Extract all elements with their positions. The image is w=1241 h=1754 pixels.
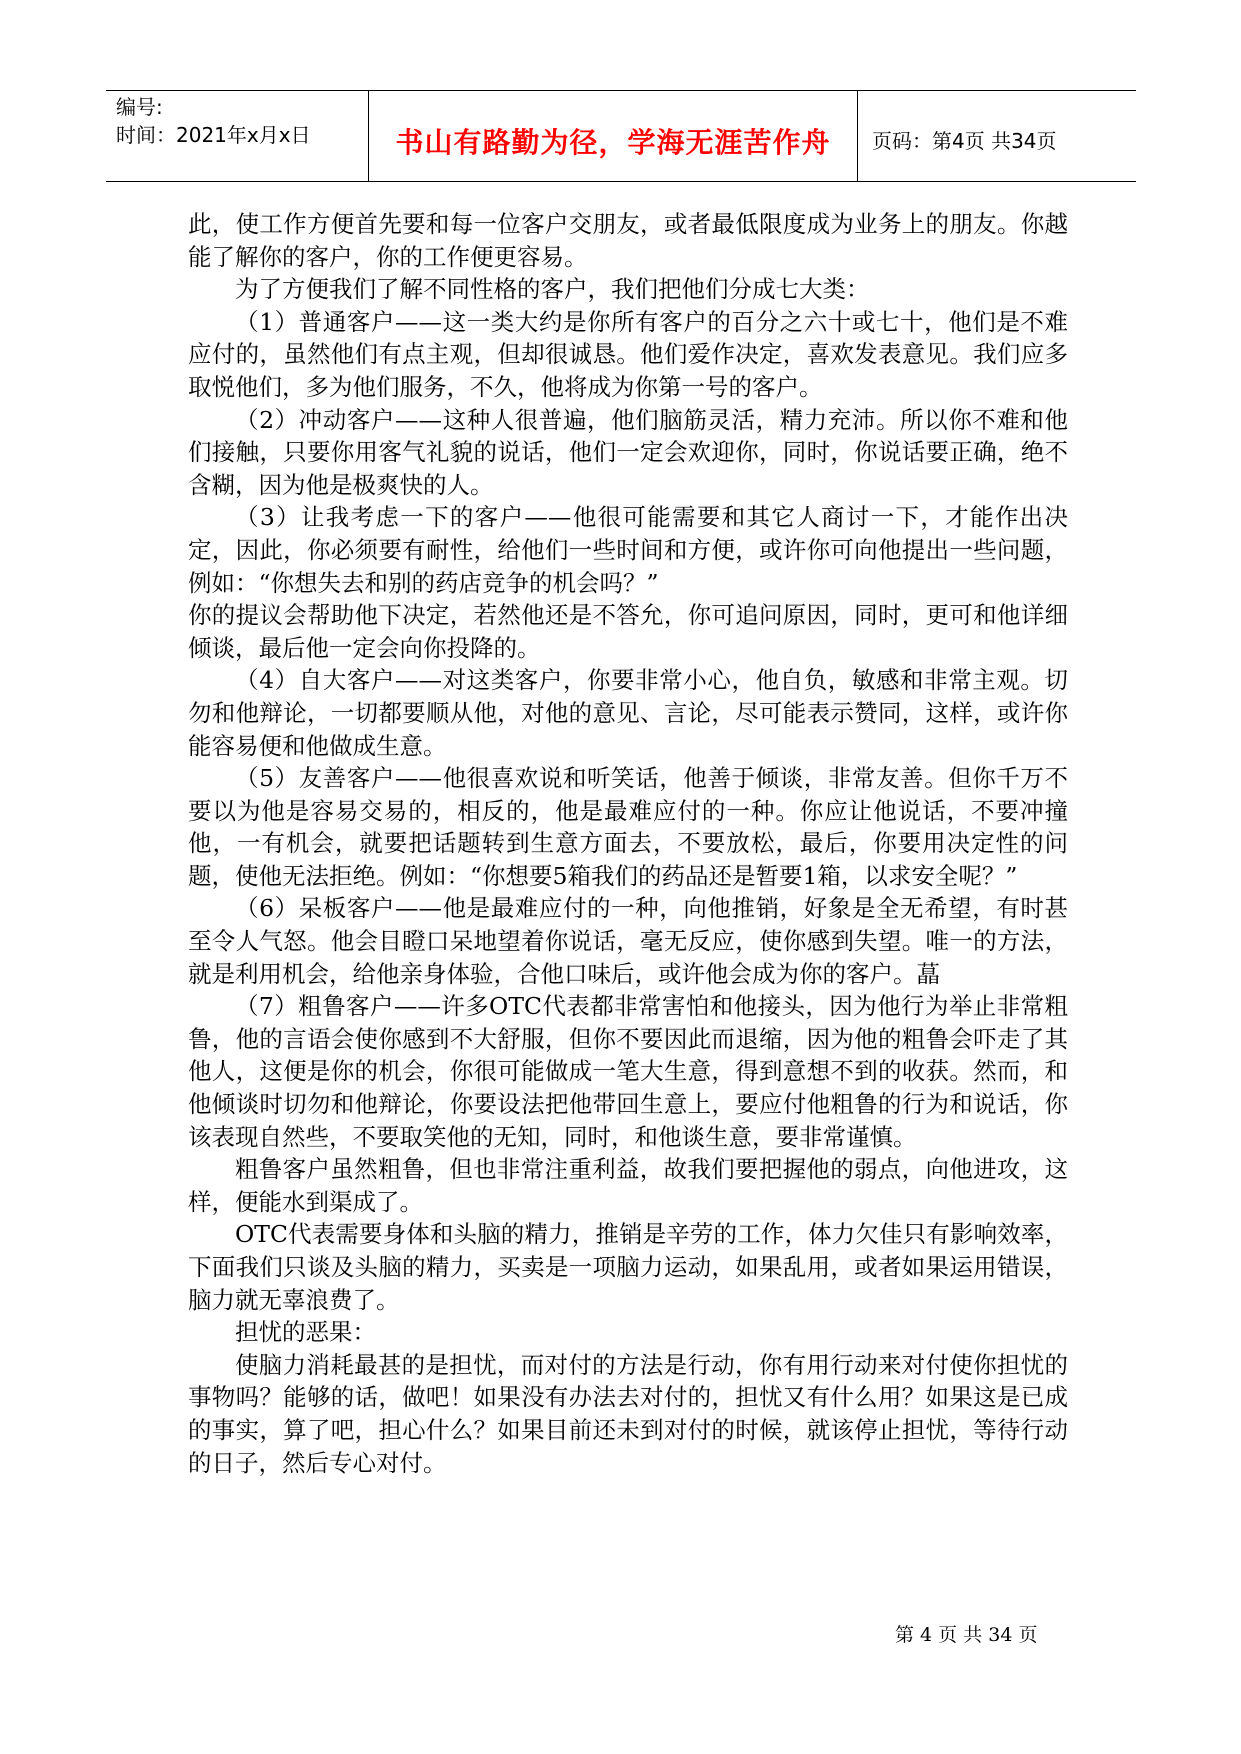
document-number-label: 编号: [116, 95, 163, 119]
document-body [188, 208, 1068, 1479]
paragraph-type-1: （1）普通客户——这一类大约是你所有客户的百分之六十或七十，他们是不难应付的，虽然他们有点主观，但却很诚恳。他们爱作决定，喜欢发表意见。我们应多取悦他们，多为他们服务，不久，他将成为你第一号的客户。 [188, 307, 1068, 401]
paragraph-type-6: （6）呆板客户——他是最难应付的一种，向他推销，好象是全无希望，有时甚至令人气怒。他会目瞪口呆地望着你说话，毫无反应，使你感到失望。唯一的方法，就是利用机会，给他亲身体验，合他口味后，或许他会成为你的客户。蕌 [188, 894, 1068, 988]
paragraph-type-5: （5）友善客户——他很喜欢说和听笑话，他善于倾谈，非常友善。但你千万不要以为他是容易交易的，相反的，他是最难应付的一种。你应让他说话，不要冲撞他，一有机会，就要把话题转到生意方面去，不要放松，最后，你要用决定性的问题，使他无法拒绝。例如：“你想要5箱我们的药品还是暂要1箱，以求安全呢？” [188, 764, 1068, 890]
header-motto-cell [368, 91, 858, 181]
paragraph-type-7: （7）粗鲁客户——许多OTC代表都非常害怕和他接头，因为他行为举止非常粗鲁，他的言语会使你感到不大舒服，但你不要因此而退缩，因为他的粗鲁会吓走了其他人，这便是你的机会，你很可能做成一笔大生意，得到意想不到的收获。然而，和他倾谈时切勿和他辩论，你要设法把他带回生意上，要应付他粗鲁的行为和说话，你该表现自然些，不要取笑他的无知，同时，和他谈生意，要非常谨慎。 [188, 992, 1068, 1151]
paragraph-heading-worry: 担忧的恶果： [235, 1318, 376, 1347]
header-page-number: 页码：第4页 共34页 [872, 129, 1057, 153]
page-footer: 第 4 页 共 34 页 [895, 1624, 1038, 1646]
paragraph-type-4: （4）自大客户——对这类客户，你要非常小心，他自负，敏感和非常主观。切勿和他辩论，一切都要顺从他，对他的意见、言论，尽可能表示赞同，这样，或许你能容易便和他做成生意。 [188, 666, 1068, 760]
paragraph-energy: OTC代表需要身体和头脑的精力，推销是辛劳的工作，体力欠佳只有影响效率，下面我们只谈及头脑的精力，买卖是一项脑力运动，如果乱用，或者如果运用错误，脑力就无辜浪费了。 [188, 1220, 1068, 1314]
document-time-label: 时间：2021年x月x日 [116, 123, 311, 147]
header-motto: 书山有路勤为径，学海无涯苦作舟 [395, 126, 831, 159]
paragraph-intro: 为了方便我们了解不同性格的客户，我们把他们分成七大类： [235, 275, 870, 304]
paragraph-type-2: （2）冲动客户——这种人很普遍，他们脑筋灵活，精力充沛。所以你不难和他们接触，只要你用客气礼貌的说话，他们一定会欢迎你，同时，你说话要正确，绝不含糊，因为他是极爽快的人。 [188, 405, 1068, 499]
paragraph-type-3: （3）让我考虑一下的客户——他很可能需要和其它人商讨一下，才能作出决定，因此，你必须要有耐性，给他们一些时间和方便，或许你可向他提出一些问题，例如：“你想失去和别的药店竞争的机会吗？” [188, 503, 1068, 597]
paragraph-rude-summary: 粗鲁客户虽然粗鲁，但也非常注重利益，故我们要把握他的弱点，向他进攻，这样，便能水到渠成了。 [188, 1155, 1068, 1216]
paragraph-continuation: 此，使工作方便首先要和每一位客户交朋友，或者最低限度成为业务上的朋友。你越能了解你的客户，你的工作便更容易。 [188, 210, 1068, 271]
paragraph-worry: 使脑力消耗最甚的是担忧，而对付的方法是行动，你有用行动来对付使你担忧的事物吗？能够的话，做吧！如果没有办法去对付的，担忧又有什么用？如果这是已成的事实，算了吧，担心什么？如果目前还未到对付的时候，就该停止担忧，等待行动的日子，然后专心对付。 [188, 1350, 1068, 1477]
header-page-cell [858, 91, 1136, 181]
paragraph-type-3-cont: 你的提议会帮助他下决定，若然他还是不答允，你可追问原因，同时，更可和他详细倾谈，最后他一定会向你投降的。 [188, 601, 1068, 662]
page-header [106, 90, 1136, 182]
header-meta-cell [106, 91, 368, 181]
